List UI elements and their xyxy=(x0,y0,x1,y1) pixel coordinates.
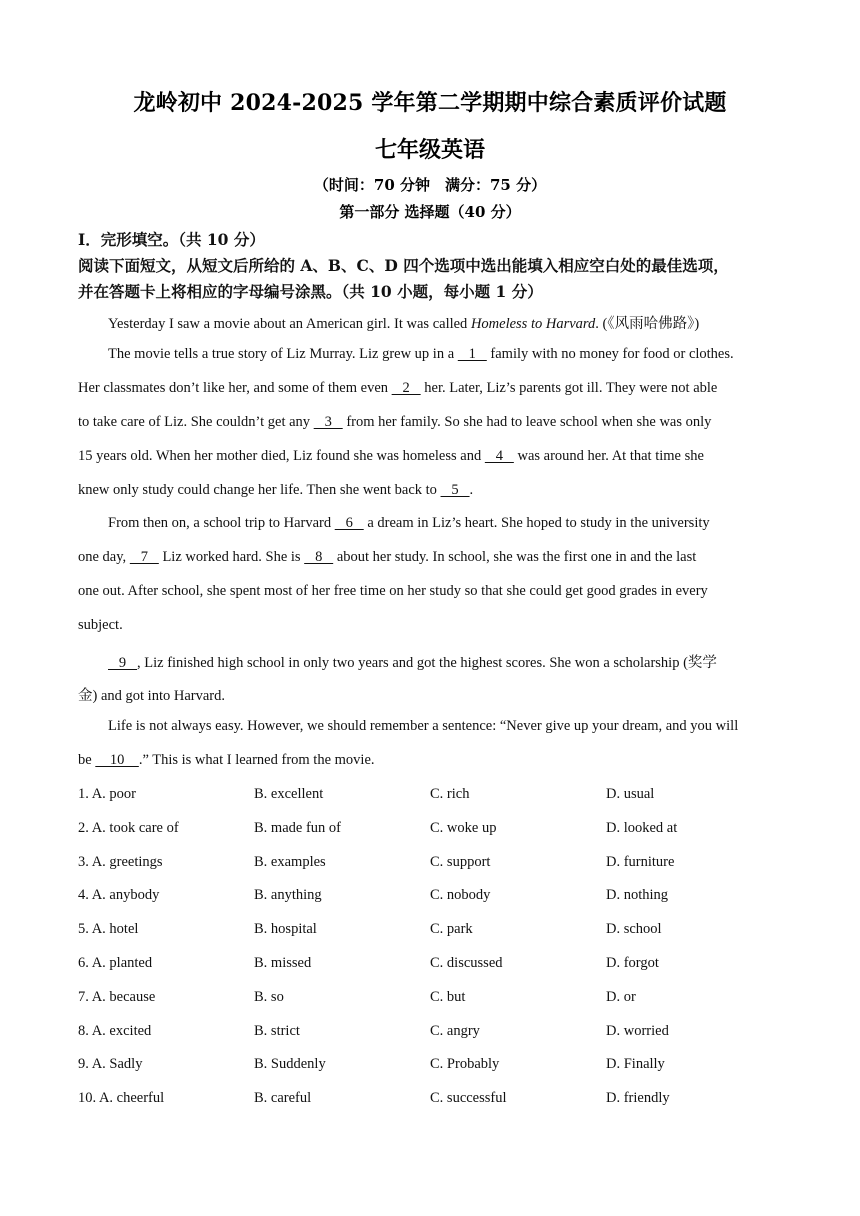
option-7-a: 7. A. because xyxy=(78,988,156,1005)
option-1-d: D. usual xyxy=(606,786,655,802)
option-8-a: 8. A. excited xyxy=(78,1022,152,1039)
passage-text: Her classmates don’t like her, and some of them even xyxy=(78,380,392,396)
option-7-b: B. so xyxy=(254,988,284,1005)
option-9-a: 9. A. Sadly xyxy=(78,1056,143,1073)
option-3-b: B. examples xyxy=(254,853,326,870)
option-6-d: D. forgot xyxy=(606,955,659,971)
option-10-c: C. successful xyxy=(430,1090,507,1107)
option-3-c: C. support xyxy=(430,853,491,870)
option-7-d: D. or xyxy=(606,988,636,1005)
passage-line xyxy=(78,752,375,769)
exam-meta: （时间：70 分钟 满分：75 分） xyxy=(313,176,547,194)
option-4-b: B. anything xyxy=(254,887,322,904)
blank-4: 4 xyxy=(484,448,514,464)
passage-line xyxy=(78,448,704,465)
passage-text: From then on, a school trip to Harvard xyxy=(108,515,335,531)
blank-7: 7 xyxy=(129,549,159,565)
movie-title: Homeless to Harvard xyxy=(470,316,596,332)
passage-line: one out. After school, she spent most of her free time on her study so that she could get good grades in every xyxy=(78,583,708,599)
option-10-d: D. friendly xyxy=(606,1090,670,1107)
part-heading: 第一部分 选择题（40 分） xyxy=(339,203,521,221)
passage-line xyxy=(78,414,711,431)
passage-text: one day, xyxy=(78,549,130,565)
passage-line: subject. xyxy=(78,617,123,633)
option-3-a: 3. A. greetings xyxy=(78,853,163,870)
passage-text: .” This is what I learned from the movie. xyxy=(138,752,375,768)
option-8-b: B. strict xyxy=(254,1022,300,1039)
passage-text: 15 years old. When her mother died, Liz found she was homeless and xyxy=(78,448,485,464)
option-4-a: 4. A. anybody xyxy=(78,887,160,904)
option-2-d: D. looked at xyxy=(606,819,678,836)
passage-text: was around her. At that time she xyxy=(513,448,704,464)
passage-line xyxy=(108,312,699,333)
passage-line xyxy=(78,549,696,566)
passage-line xyxy=(108,651,717,672)
blank-10: 10 xyxy=(95,752,139,768)
blank-9: 9 xyxy=(108,655,137,671)
passage-line xyxy=(108,515,710,532)
exam-title: 龙岭初中 2024-2025 学年第二学期期中综合素质评价试题 xyxy=(133,90,727,116)
option-8-c: C. angry xyxy=(430,1022,480,1039)
option-4-d: D. nothing xyxy=(606,887,669,904)
option-9-b: B. Suddenly xyxy=(254,1056,326,1073)
blank-2: 2 xyxy=(391,380,421,396)
option-6-a: 6. A. planted xyxy=(78,955,153,971)
option-5-c: C. park xyxy=(430,921,473,938)
option-1-c: C. rich xyxy=(430,786,470,802)
option-2-a: 2. A. took care of xyxy=(78,819,179,836)
option-2-c: C. woke up xyxy=(430,819,497,836)
blank-6: 6 xyxy=(334,515,364,531)
instruction-line: 并在答题卡上将相应的字母编号涂黑。（共 10 小题，每小题 1 分） xyxy=(78,282,543,301)
option-1-a: 1. A. poor xyxy=(78,786,136,802)
exam-subject: 七年级英语 xyxy=(374,137,485,163)
option-1-b: B. excellent xyxy=(254,786,324,802)
option-5-a: 5. A. hotel xyxy=(78,921,139,938)
passage-line: 金) and got into Harvard. xyxy=(78,688,225,704)
option-7-c: C. but xyxy=(430,988,466,1005)
option-3-d: D. furniture xyxy=(606,853,675,870)
passage-text: about her study. In school, she was the first one in and the last xyxy=(333,549,697,565)
option-4-c: C. nobody xyxy=(430,887,491,904)
option-6-c: C. discussed xyxy=(430,955,503,971)
passage-line: Life is not always easy. However, we should remember a sentence: “Never give up your dream, and you will xyxy=(108,718,739,734)
option-10-b: B. careful xyxy=(254,1090,312,1107)
passage-text: knew only study could change her life. Then she went back to xyxy=(78,482,441,498)
blank-8: 8 xyxy=(304,549,334,565)
passage-text: her. Later, Liz’s parents got ill. They were not able xyxy=(420,380,718,396)
option-9-c: C. Probably xyxy=(430,1056,500,1073)
passage-text: . (《风雨哈佛路》) xyxy=(595,316,700,332)
blank-1: 1 xyxy=(457,346,487,362)
instruction-line: 阅读下面短文，从短文后所给的 A、B、C、D 四个选项中选出能填入相应空白处的最佳选项， xyxy=(78,256,729,275)
passage-line xyxy=(78,482,473,499)
passage-text: be xyxy=(78,752,96,768)
option-2-b: B. made fun of xyxy=(254,819,341,836)
option-6-b: B. missed xyxy=(254,955,312,971)
passage-text: The movie tells a true story of Liz Murray. Liz grew up in a xyxy=(108,346,458,362)
passage-text: to take care of Liz. She couldn’t get any xyxy=(78,414,314,430)
passage-text: Yesterday I saw a movie about an American girl. It was called xyxy=(108,316,471,332)
option-9-d: D. Finally xyxy=(606,1056,665,1073)
option-5-d: D. school xyxy=(606,921,662,938)
blank-3: 3 xyxy=(313,414,343,430)
passage-text: , Liz finished high school in only two years and got the highest scores. She won a scholarship (奖学 xyxy=(137,655,717,671)
option-8-d: D. worried xyxy=(606,1022,669,1039)
passage-text: from her family. So she had to leave school when she was only xyxy=(342,414,712,430)
blank-5: 5 xyxy=(440,482,470,498)
option-10-a: 10. A. cheerful xyxy=(78,1090,165,1107)
section-heading: Ⅰ．完形填空。（共 10 分） xyxy=(78,230,265,249)
passage-text: Liz worked hard. She is xyxy=(158,549,305,565)
passage-text: family with no money for food or clothes. xyxy=(486,346,734,362)
passage-text: a dream in Liz’s heart. She hoped to study in the university xyxy=(363,515,710,531)
passage-text: . xyxy=(469,482,474,498)
option-5-b: B. hospital xyxy=(254,921,317,938)
passage-line xyxy=(108,346,734,363)
passage-line xyxy=(78,380,717,397)
